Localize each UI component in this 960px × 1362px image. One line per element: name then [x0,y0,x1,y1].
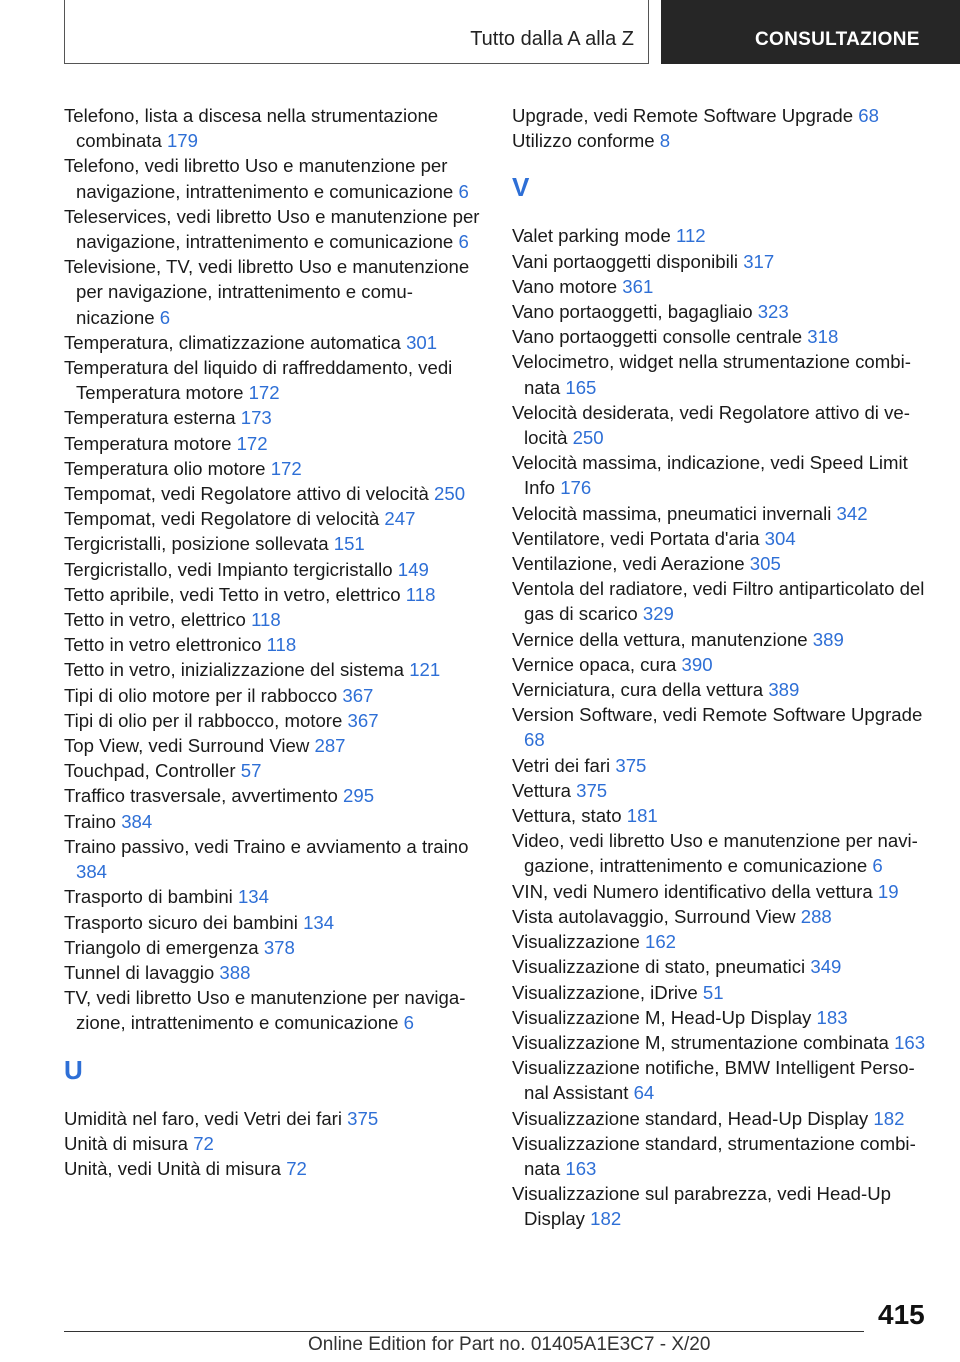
index-entry-text: TV, vedi libretto Uso e manutenzione per navigazione, intrattenimento e comunicazione [64,987,466,1034]
index-entry [64,431,484,456]
index-page-link[interactable]: 72 [286,1157,307,1179]
index-entry-text: Vani portaoggetti disponibili [512,250,739,272]
index-page-link[interactable]: 134 [303,911,335,933]
index-entry [512,828,932,878]
index-entry [64,204,484,254]
index-page-link[interactable]: 388 [219,961,251,983]
index-page-link[interactable]: 64 [633,1082,655,1104]
index-page-link[interactable]: 6 [872,855,883,877]
page-number: 415 [878,1299,925,1330]
index-entry [512,627,932,652]
index-page-link[interactable]: 57 [240,760,262,782]
index-page-link[interactable]: 318 [807,326,839,348]
index-entry-text: Traino passivo, vedi Traino e avviamento a traino [64,835,469,857]
index-entry-text: Triangolo di emergenza [64,936,259,958]
index-entry [64,1131,484,1156]
index-entry-text: Visualizzazione notifiche, BMW Intelligent Personal Assistant [512,1057,915,1104]
index-page-link[interactable]: 68 [524,729,545,751]
index-entry [64,657,484,682]
index-entry-text: Vernice della vettura, manutenzione [512,628,808,650]
index-entry [512,576,932,626]
index-entry-text: Velocità desiderata, vedi Regolatore attivo di velocità [512,401,910,449]
index-entry-text: Ventola del radiatore, vedi Filtro antiparticolato del gas di scarico [512,578,925,625]
index-entry-text: Telefono, vedi libretto Uso e manutenzione per navigazione, intrattenimento e comunicazione [64,155,454,202]
index-entry-text: Tetto apribile, vedi Tetto in vetro, elettrico [64,583,401,605]
index-entry-text: Top View, vedi Surround View [64,735,310,757]
index-page-link[interactable]: 6 [458,231,469,253]
index-entry [512,1181,932,1231]
index-entry [64,481,484,506]
index-entry [512,929,932,954]
index-page-link[interactable]: 183 [816,1006,848,1028]
index-page-link[interactable]: 112 [676,225,706,247]
index-entry-text: Televisione, TV, vedi libretto Uso e manutenzione per navigazione, intrattenimento e comunicazione [64,256,470,328]
index-entry-text: Teleservices, vedi libretto Uso e manutenzione per navigazione, intrattenimento e comunicazione [64,205,480,253]
index-entry [512,274,932,299]
index-entry-text: Tetto in vetro, inizializzazione del sistema [64,659,405,681]
index-entry [512,128,932,153]
index-page-link[interactable]: 134 [237,886,269,908]
index-page-link[interactable]: 8 [659,130,671,152]
index-entry-text: Visualizzazione sul parabrezza, vedi Head-Up Display [512,1183,891,1230]
index-entry [512,349,932,399]
index-page-link[interactable]: 361 [622,275,654,297]
index-column-right [512,103,932,1232]
index-entry-text: Verniciatura, cura della vettura [512,679,764,701]
index-entry-text: VIN, vedi Numero identificativo della vettura [512,880,873,902]
index-entry [64,531,484,556]
index-entry [512,1055,932,1105]
index-page-link[interactable]: 121 [409,659,441,681]
index-page-link[interactable]: 389 [768,679,800,701]
index-entry-text: Temperatura olio motore [64,457,266,479]
index-page-link[interactable]: 323 [757,301,789,323]
index-entry [512,526,932,551]
index-entry-text: Visualizzazione [512,931,640,953]
index-entry [512,803,932,828]
index-page-link[interactable]: 6 [159,306,171,328]
index-entry-text: Tempomat, vedi Regolatore attivo di velocità [64,483,429,505]
index-page-link[interactable]: 165 [565,376,597,398]
index-letter-heading: U [64,1054,83,1085]
index-page-link[interactable]: 342 [836,502,868,524]
index-entry-text: Unità, vedi Unità di misura [64,1157,282,1179]
index-entry-text: Temperatura esterna [64,407,236,429]
index-entry [512,223,932,248]
index-entry [64,582,484,607]
index-page-link[interactable]: 172 [248,382,280,404]
index-entry [64,834,484,884]
index-entry [64,405,484,430]
index-entry-text: Vista autolavaggio, Surround View [512,905,796,927]
index-entry-text: Velocità massima, pneumatici invernali [512,502,832,524]
index-page-link[interactable]: 118 [251,609,281,631]
index-page-link[interactable]: 151 [333,533,365,555]
index-page-link[interactable]: 172 [270,457,302,479]
index-entry-text: Ventilatore, vedi Portata d'aria [512,527,760,549]
index-page-link[interactable]: 72 [193,1132,214,1154]
index-page-link[interactable]: 179 [166,130,198,152]
footer-divider [64,1331,864,1332]
index-entry [512,954,932,979]
index-entry [512,1030,932,1055]
index-entry-text: Vettura, stato [512,805,622,827]
footer-edition-text: Online Edition for Part no. 01405A1E3C7 - X/20 [308,1334,711,1355]
index-page-link[interactable]: 375 [347,1107,379,1129]
index-entry [512,677,932,702]
index-entry [64,103,484,153]
index-entry-text: Visualizzazione standard, Head-Up Display [512,1107,869,1129]
index-page-link[interactable]: 301 [406,331,438,353]
index-entry-text: Tetto in vetro elettronico [64,634,262,656]
index-entry [64,683,484,708]
index-page-link[interactable]: 329 [642,603,674,625]
index-page-link[interactable]: 163 [894,1031,926,1053]
index-entry-text: Vettura [512,779,571,801]
index-entry-text: Tempomat, vedi Regolatore di velocità [64,508,380,530]
index-page-link[interactable]: 250 [572,427,604,449]
header-section-title: Tutto dalla A alla Z [470,28,634,50]
index-page-link[interactable]: 182 [873,1107,905,1129]
index-page-link[interactable]: 390 [681,653,713,675]
index-entry [512,324,932,349]
index-entry-text: Telefono, lista a discesa nella strumentazione combinata [64,105,439,152]
index-page-link[interactable]: 367 [347,709,379,731]
index-page-link[interactable]: 173 [240,407,272,429]
index-entry [512,501,932,526]
index-letter-heading: V [512,172,530,203]
index-entry-text: Tergicristalli, posizione sollevata [64,533,329,555]
index-entry [64,733,484,758]
index-entry [512,652,932,677]
index-page-link[interactable]: 250 [434,483,466,505]
index-entry-text: Tunnel di lavaggio [64,961,215,983]
index-entry [64,632,484,657]
index-entry [512,778,932,803]
index-entry [64,783,484,808]
index-entry-text: Tipi di olio motore per il rabbocco [64,684,338,706]
index-entry [64,935,484,960]
index-entry [64,1106,484,1131]
index-entry-text: Vernice opaca, cura [512,653,677,675]
index-entry-text: Tergicristallo, vedi Impianto tergicristallo [64,558,393,580]
index-page-link[interactable]: 304 [764,527,796,549]
index-entry-text: Tipi di olio per il rabbocco, motore [64,709,343,731]
index-page-link[interactable]: 389 [812,628,844,650]
index-entry-text: Visualizzazione, iDrive [512,981,698,1003]
index-entry-text: Temperatura del liquido di raffreddamento, vedi Temperatura motore [64,357,453,404]
index-entry-text: Unità di misura [64,1132,189,1154]
index-page-link[interactable]: 6 [403,1012,414,1034]
index-entry-text: Vano portaoggetti, bagagliaio [512,301,753,323]
index-entry [64,330,484,355]
index-entry [64,1156,484,1181]
index-entry [64,456,484,481]
index-page-link[interactable]: 172 [236,432,268,454]
index-entry [512,879,932,904]
index-entry [64,607,484,632]
index-page-link[interactable]: 6 [458,180,469,202]
index-page-link[interactable]: 305 [749,553,781,575]
index-entry-text: Ventilazione, vedi Aerazione [512,553,745,575]
index-entry-text: Vano portaoggetti consolle centrale [512,326,803,348]
index-entry [64,153,484,203]
index-entry [512,400,932,450]
index-entry [512,249,932,274]
index-entry [512,702,932,752]
index-entry [64,910,484,935]
index-entry [64,809,484,834]
index-page-link[interactable]: 367 [342,684,374,706]
index-entry-text: Visualizzazione di stato, pneumatici [512,956,806,978]
index-entry-text: Version Software, vedi Remote Software Upgrade [512,704,923,726]
index-entry-text: Utilizzo conforme [512,130,655,152]
index-entry-text: Traino [64,810,117,832]
index-entry [64,708,484,733]
index-entry [64,506,484,531]
index-entry [64,355,484,405]
index-entry-text: Visualizzazione standard, strumentazione combinata [512,1132,916,1179]
index-page-link[interactable]: 384 [121,810,153,832]
index-entry [512,980,932,1005]
index-page-link[interactable]: 162 [645,931,677,953]
index-page-link[interactable]: 118 [405,583,436,605]
index-entry-text: Temperatura motore [64,432,232,454]
index-entry [512,1131,932,1181]
index-entry [64,758,484,783]
index-entry [64,884,484,909]
index-page-link[interactable]: 349 [810,956,842,978]
index-entry-text: Traffico trasversale, avvertimento [64,785,338,807]
index-entry [512,753,932,778]
index-entry [64,985,484,1035]
index-entry [64,254,484,330]
header-section-box [64,0,649,64]
index-page-link[interactable]: 149 [397,558,429,580]
index-entry [512,1005,932,1030]
index-entry-text: Trasporto sicuro dei bambini [64,911,298,933]
index-entry [512,299,932,324]
index-entry [512,1106,932,1131]
index-entry-text: Vano motore [512,275,618,297]
index-entry [512,551,932,576]
index-entry-text: Upgrade, vedi Remote Software Upgrade [512,105,854,126]
index-entry [64,960,484,985]
index-entry-text: Valet parking mode [512,225,671,247]
index-page-link[interactable]: 287 [314,735,346,757]
index-page-link[interactable]: 378 [263,936,295,958]
index-page-link[interactable]: 176 [560,477,592,499]
index-page-link[interactable]: 247 [384,508,416,530]
index-entry-text: Velocimetro, widget nella strumentazione combinata [512,351,911,398]
index-page-link[interactable]: 51 [702,981,724,1003]
index-page-link[interactable]: 317 [743,250,775,272]
index-entry-text: Visualizzazione M, strumentazione combinata [512,1031,889,1053]
index-page-link[interactable]: 19 [877,880,899,902]
index-entry-text: Umidità nel faro, vedi Vetri dei fari [64,1107,342,1129]
index-entry [512,450,932,500]
index-page-link[interactable]: 118 [266,634,297,656]
index-entry-text: Velocità massima, indicazione, vedi Speed Limit Info [512,452,908,499]
index-entry-text: Tetto in vetro, elettrico [64,609,246,631]
index-page-link[interactable]: 163 [565,1157,597,1179]
index-page-link[interactable]: 68 [858,105,879,126]
index-column-left [64,103,484,1181]
index-entry-text: Temperatura, climatizzazione automatica [64,331,401,353]
index-entry-text: Visualizzazione M, Head-Up Display [512,1006,812,1028]
index-page-link[interactable]: 295 [343,785,375,807]
index-entry [512,103,932,128]
index-entry-text: Trasporto di bambini [64,886,233,908]
index-page-link[interactable]: 288 [800,905,832,927]
index-entry [512,904,932,929]
header-chapter-tab-label: CONSULTAZIONE [755,29,920,50]
header-chapter-tab [661,0,960,64]
index-entry [64,557,484,582]
index-page-link[interactable]: 182 [590,1208,622,1230]
index-page-link[interactable]: 181 [626,805,658,827]
index-entry-text: Touchpad, Controller [64,760,236,782]
index-page-link[interactable]: 384 [76,861,108,883]
index-entry-text: Video, vedi libretto Uso e manutenzione per navigazione, intrattenimento e comunicazione [512,830,918,877]
index-entry-text: Vetri dei fari [512,754,611,776]
index-page-link[interactable]: 375 [615,754,647,776]
index-page-link[interactable]: 375 [576,779,608,801]
